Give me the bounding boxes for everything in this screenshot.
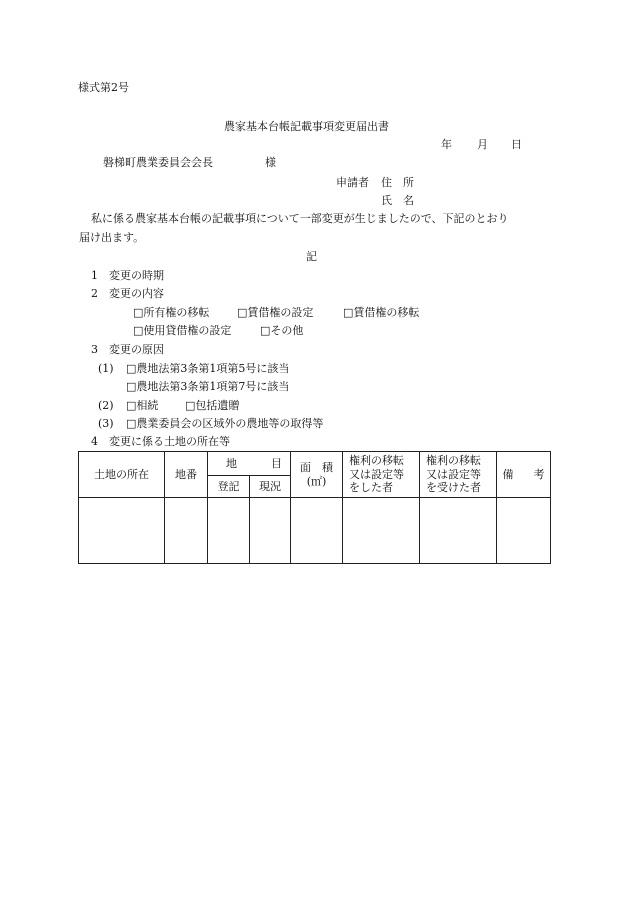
- option-ownership-transfer[interactable]: □所有権の移転: [133, 306, 210, 319]
- header-land-category-b: 目: [271, 456, 282, 470]
- reason-3a[interactable]: □農業委員会の区域外の農地等の取得等: [126, 417, 324, 430]
- applicant-label: 申請者: [336, 176, 369, 189]
- date-month: 月: [477, 138, 488, 151]
- ki-heading: 記: [306, 250, 317, 263]
- header-transferor-line1: 権利の移転: [349, 453, 404, 467]
- header-transferee-line2: 又は設定等: [426, 467, 481, 481]
- header-remarks-a: 備: [502, 467, 514, 481]
- header-land-category-a: 地: [226, 456, 237, 470]
- cell-current[interactable]: [250, 498, 291, 564]
- header-transferee-line3: を受けた者: [426, 481, 481, 495]
- header-remarks-b: 考: [533, 467, 545, 481]
- document-title: 農家基本台帳記載事項変更届出書: [224, 120, 389, 133]
- reason-1a[interactable]: □農地法第3条第1項第5号に該当: [126, 362, 290, 375]
- item-3-heading: 3 変更の原因: [91, 343, 164, 356]
- header-lot-number: 地番: [165, 452, 208, 498]
- option-lease-setting[interactable]: □賃借権の設定: [237, 306, 314, 319]
- applicant-address-label: 住 所: [381, 176, 414, 189]
- body-text-line2: 届け出ます。: [79, 231, 145, 244]
- addressee-name: 磐梯町農業委員会会長: [103, 156, 213, 169]
- form-number: 様式第2号: [78, 81, 129, 94]
- option-loan-use-setting[interactable]: □使用貸借権の設定: [133, 324, 232, 337]
- reason-2b[interactable]: □包括遺贈: [185, 399, 240, 412]
- reason-3-number: (3): [98, 417, 114, 430]
- header-registered: 登記: [208, 476, 250, 498]
- cell-remarks[interactable]: [497, 498, 551, 564]
- header-transferor: [343, 452, 420, 498]
- header-location: 土地の所在: [79, 452, 165, 498]
- applicant-name-label: 氏 名: [381, 194, 414, 207]
- body-text-line1: 私に係る農家基本台帳の記載事項について一部変更が生じましたので、下記のとおり: [91, 212, 509, 225]
- reason-1b[interactable]: □農地法第3条第1項第7号に該当: [126, 380, 290, 393]
- cell-transferor[interactable]: [343, 498, 420, 564]
- cell-registered[interactable]: [208, 498, 250, 564]
- item-1-heading: 1 変更の時期: [91, 269, 164, 282]
- reason-2-number: (2): [98, 399, 114, 412]
- header-current: 現況: [250, 476, 291, 498]
- cell-area[interactable]: [291, 498, 343, 564]
- header-area: [291, 452, 343, 498]
- reason-1-number: (1): [98, 362, 114, 375]
- addressee-honorific: 様: [265, 156, 276, 169]
- header-transferor-line2: 又は設定等: [349, 467, 404, 481]
- date-day: 日: [511, 138, 522, 151]
- option-lease-transfer[interactable]: □賃借権の移転: [343, 306, 420, 319]
- header-land-category: [208, 452, 291, 476]
- option-other[interactable]: □その他: [260, 324, 304, 337]
- header-transferee-line1: 権利の移転: [426, 453, 481, 467]
- header-transferor-line3: をした者: [349, 481, 393, 495]
- header-area-label: 面 積: [300, 460, 333, 474]
- header-area-unit: (㎡): [306, 474, 327, 488]
- header-transferee: [420, 452, 497, 498]
- date-year: 年: [441, 138, 452, 151]
- item-4-heading: 4 変更に係る土地の所在等: [91, 435, 230, 448]
- item-2-heading: 2 変更の内容: [91, 287, 164, 300]
- cell-transferee[interactable]: [420, 498, 497, 564]
- reason-2a[interactable]: □相続: [126, 399, 159, 412]
- cell-location[interactable]: [79, 498, 165, 564]
- land-table: [78, 451, 551, 564]
- cell-lot-number[interactable]: [165, 498, 208, 564]
- header-remarks: [497, 452, 551, 498]
